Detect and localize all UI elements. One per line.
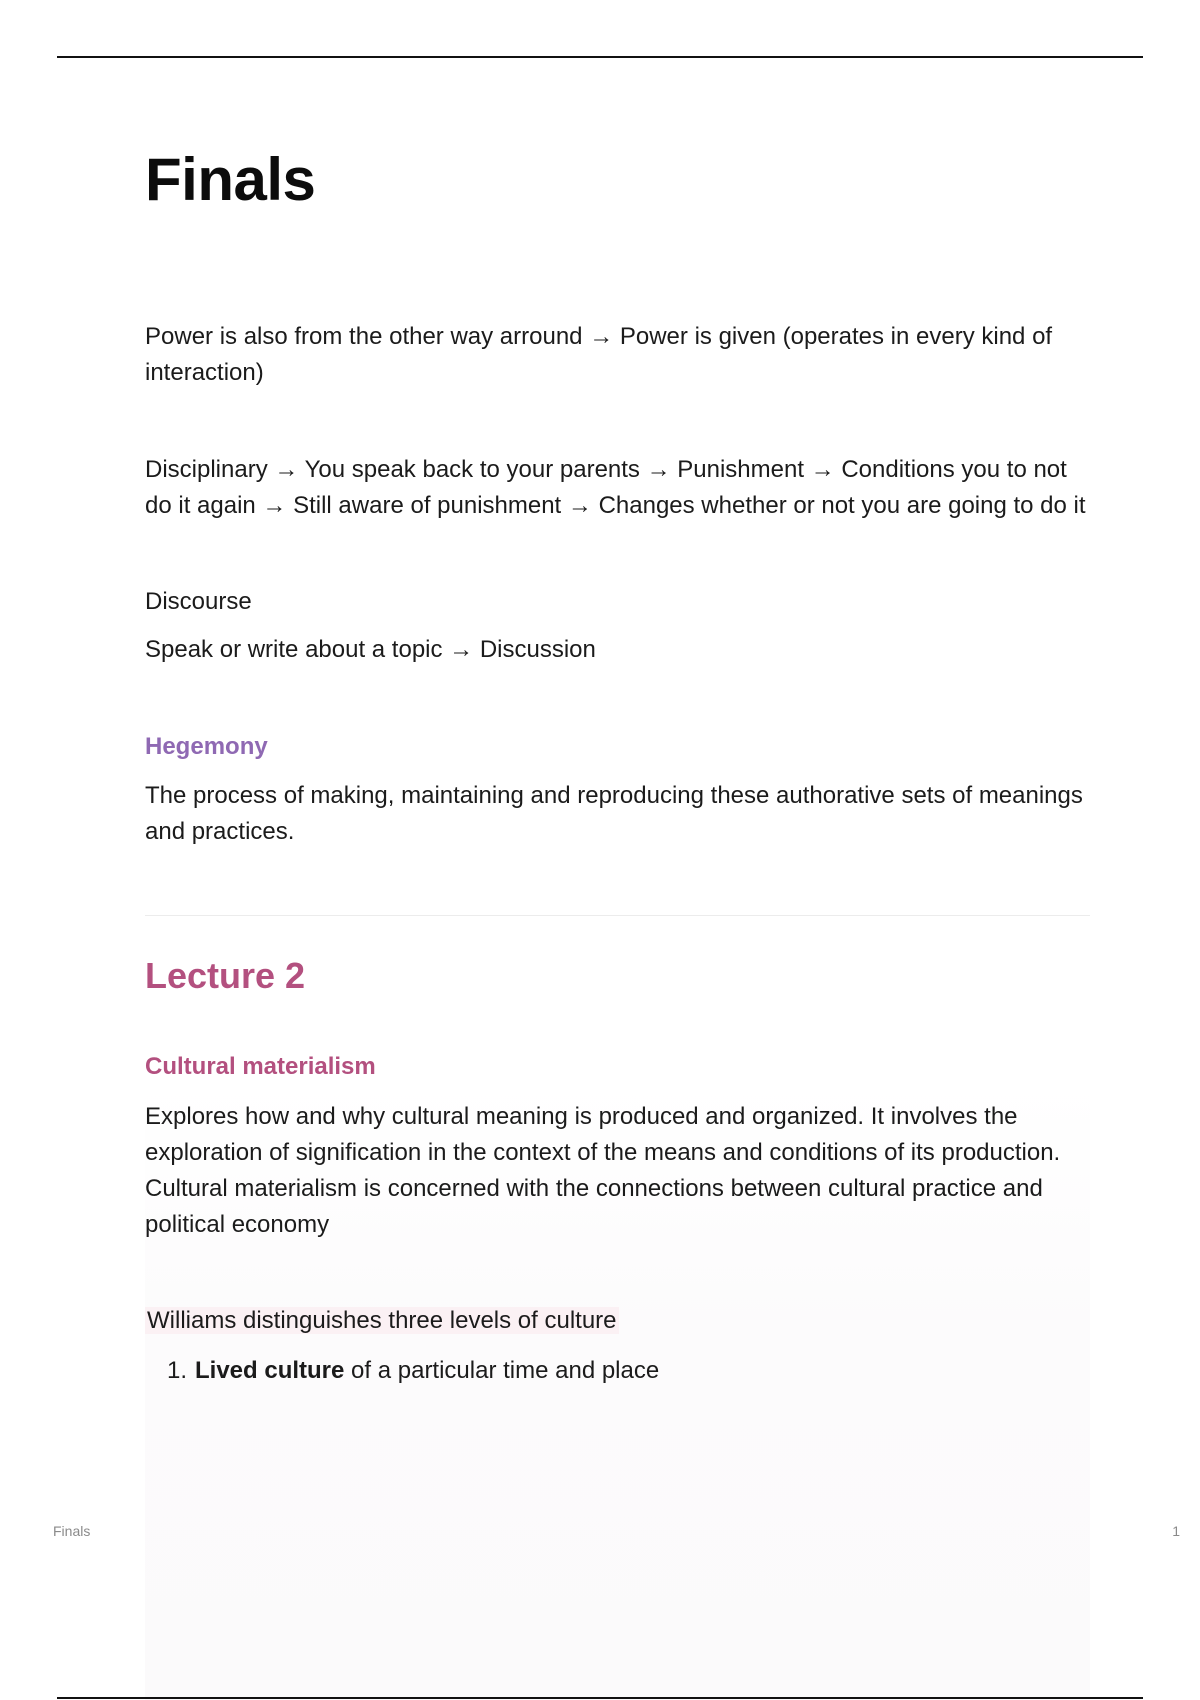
list-item (145, 1353, 1090, 1389)
cultural-materialism-definition: Explores how and why cultural meaning is produced and organized. It involves the exploration of signification in the context of the means and conditions of its production. Cultural materialism is concerned with the connections between cultural practice and political economy (145, 1103, 1061, 1238)
top-rule (57, 56, 1143, 58)
page-title: Finals (145, 146, 316, 213)
bottom-rule (57, 1697, 1143, 1699)
cultural-materialism-heading: Cultural materialism (145, 1053, 376, 1080)
williams-line (145, 1303, 1090, 1339)
discourse-definition: Speak or write about a topic → Discussion (145, 636, 596, 663)
highlighted-text: Williams distinguishes three levels of culture (147, 1307, 617, 1334)
lecture-2-heading: Lecture 2 (145, 955, 306, 996)
page-content (145, 140, 1090, 1389)
list-item-text: of a particular time and place (344, 1357, 660, 1384)
disciplinary-paragraph: Disciplinary → You speak back to your parents → Punishment → Conditions you to not do it again → Still aware of punishment → Changes whether or not you are going to do it (145, 456, 1086, 519)
hegemony-heading: Hegemony (145, 733, 268, 760)
discourse-label: Discourse (145, 588, 252, 615)
list-number: 1. (166, 1357, 187, 1384)
footer-title: Finals (53, 1523, 91, 1539)
power-paragraph: Power is also from the other way arround → Power is given (operates in every kind of interaction) (145, 323, 1053, 386)
hegemony-definition: The process of making, maintaining and reproducing these authorative sets of meanings and practices. (145, 782, 1083, 845)
list-item-bold: Lived culture (195, 1357, 345, 1384)
page-number: 1 (1172, 1523, 1180, 1539)
